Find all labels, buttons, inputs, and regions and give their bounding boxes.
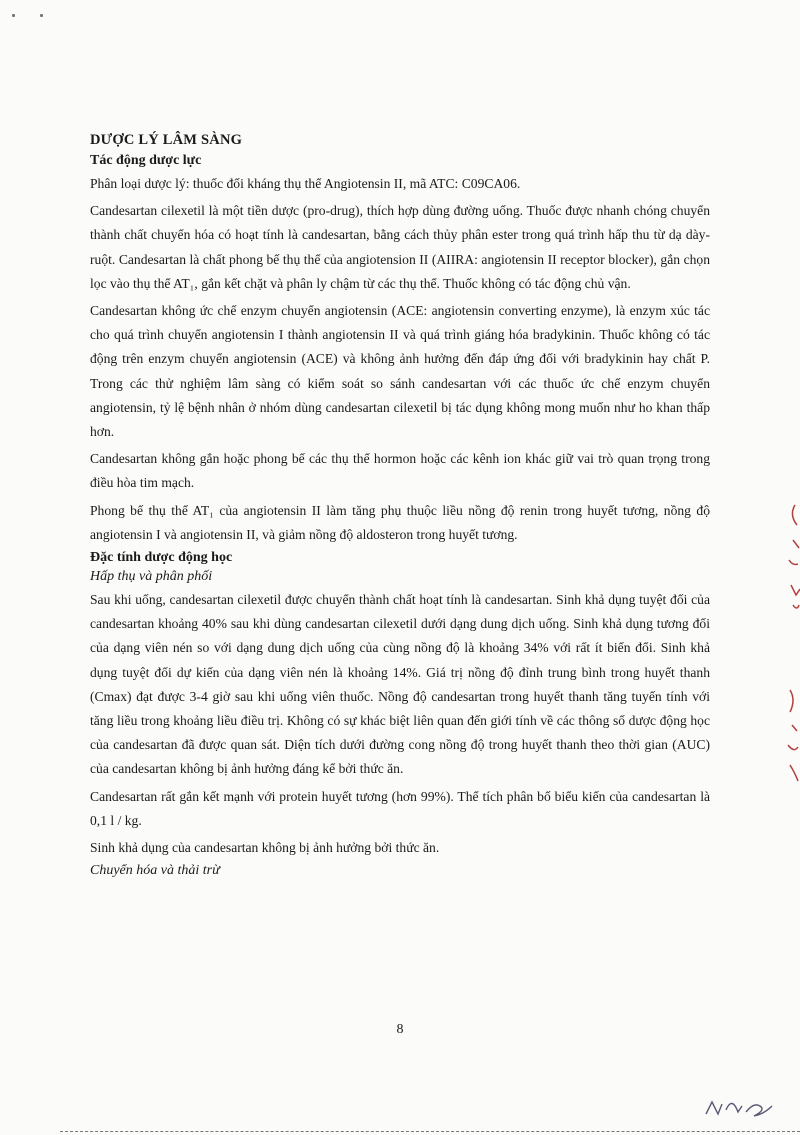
pk-paragraph: Sau khi uống, candesartan cilexetil được chuyển thành chất hoạt tính là candesartan. Sinh khả dụng tuyệt đối của candesartan khoảng 40% sau khi dùng candesartan cilexetil dưới dạng dung dịch uống. Sinh khả dụng tương đối của dạng viên nén so với dạng dung dịch uống của cùng nồng độ là khoảng 34% với rất ít biến đổi. Sinh khả dụng tuyệt đối dự kiến của dạng viên nén là khoảng 14%. Giá trị nồng độ đỉnh trung bình trong huyết thanh (Cmax) đạt được 3-4 giờ sau khi uống viên thuốc. Nồng độ candesartan trong huyết thanh tăng tuyến tính với tăng liều trong khoảng liều điều trị. Không có sự khác biệt liên quan đến giới tính về các thông số dược động học của candesartan đã được quan sát. Diện tích dưới đường cong nồng độ trong huyết thanh theo thời gian (AUC) của candesartan không bị ảnh hưởng đáng kể bởi thức ăn. xyxy=(90,592,710,777)
page-number: 8 xyxy=(396,1022,404,1037)
pd-paragraph: Phân loại dược lý: thuốc đối kháng thụ thể Angiotensin II, mã ATC: C09CA06. xyxy=(90,176,521,191)
pk-paragraph: Candesartan rất gắn kết mạnh với protein huyết tương (hơn 99%). Thể tích phân bố biểu kiến của candesartan là 0,1 l / kg. xyxy=(90,788,710,828)
bottom-rule xyxy=(60,1131,800,1133)
signature-initials xyxy=(702,1090,782,1120)
document-body xyxy=(90,132,710,882)
scan-speck xyxy=(40,14,43,17)
scan-speck xyxy=(12,14,15,17)
absorption-heading: Hấp thụ và phân phối xyxy=(90,569,213,585)
pd-paragraph: Candesartan cilexetil là một tiền dược (pro-drug), thích hợp dùng đường uống. Thuốc được nhanh chóng chuyển thành chất chuyển hóa có hoạt tính là candesartan, bằng cách thủy phân ester trong quá trình hấp thu từ dạ dày-ruột. Candesartan là chất phong bế thụ thể của angiotension II (AIIRA: angiotensin II receptor blocker), gắn chọn lọc vào thụ thể AT₁, gắn kết chặt và phân ly chậm từ các thụ thể. Thuốc không có tác động chủ vận. xyxy=(90,203,710,291)
section-title: DƯỢC LÝ LÂM SÀNG xyxy=(90,132,243,148)
metabolism-heading: Chuyển hóa và thải trừ xyxy=(90,863,220,879)
pharmacokinetics-heading: Đặc tính dược động học xyxy=(90,550,233,566)
pk-paragraph: Sinh khả dụng của candesartan không bị ảnh hưởng bởi thức ăn. xyxy=(90,840,440,856)
pd-paragraph: Phong bế thụ thể AT₁ của angiotensin II làm tăng phụ thuộc liều nồng độ renin trong huyết tương, nồng độ angiotensin I và angiotensin II, và giảm nồng độ aldosteron trong huyết tương. xyxy=(90,502,710,542)
stamp-trace xyxy=(775,500,800,620)
pd-paragraph: Candesartan không gắn hoặc phong bế các thụ thể hormon hoặc các kênh ion khác giữ vai trò quan trọng trong điều hòa tim mạch. xyxy=(90,451,710,491)
pd-paragraph: Candesartan không ức chế enzym chuyển angiotensin (ACE: angiotensin converting enzyme), là enzym xúc tác cho quá trình chuyển angiotensin I thành angiotensin II và quá trình giáng hóa bradykinin. Thuốc không có tác động trên enzym chuyển angiotensin (ACE) và không ảnh hưởng đến đáp ứng đối với bradykinin hay chất P. Trong các thử nghiệm lâm sàng có kiểm soát so sánh candesartan với các thuốc ức chế enzym chuyển angiotensin, tỷ lệ bệnh nhân ở nhóm dùng candesartan cilexetil bị tác dụng không mong muốn như ho khan thấp hơn. xyxy=(90,303,710,440)
stamp-trace xyxy=(780,685,800,795)
pharmacodynamics-heading: Tác động dược lực xyxy=(90,153,202,168)
